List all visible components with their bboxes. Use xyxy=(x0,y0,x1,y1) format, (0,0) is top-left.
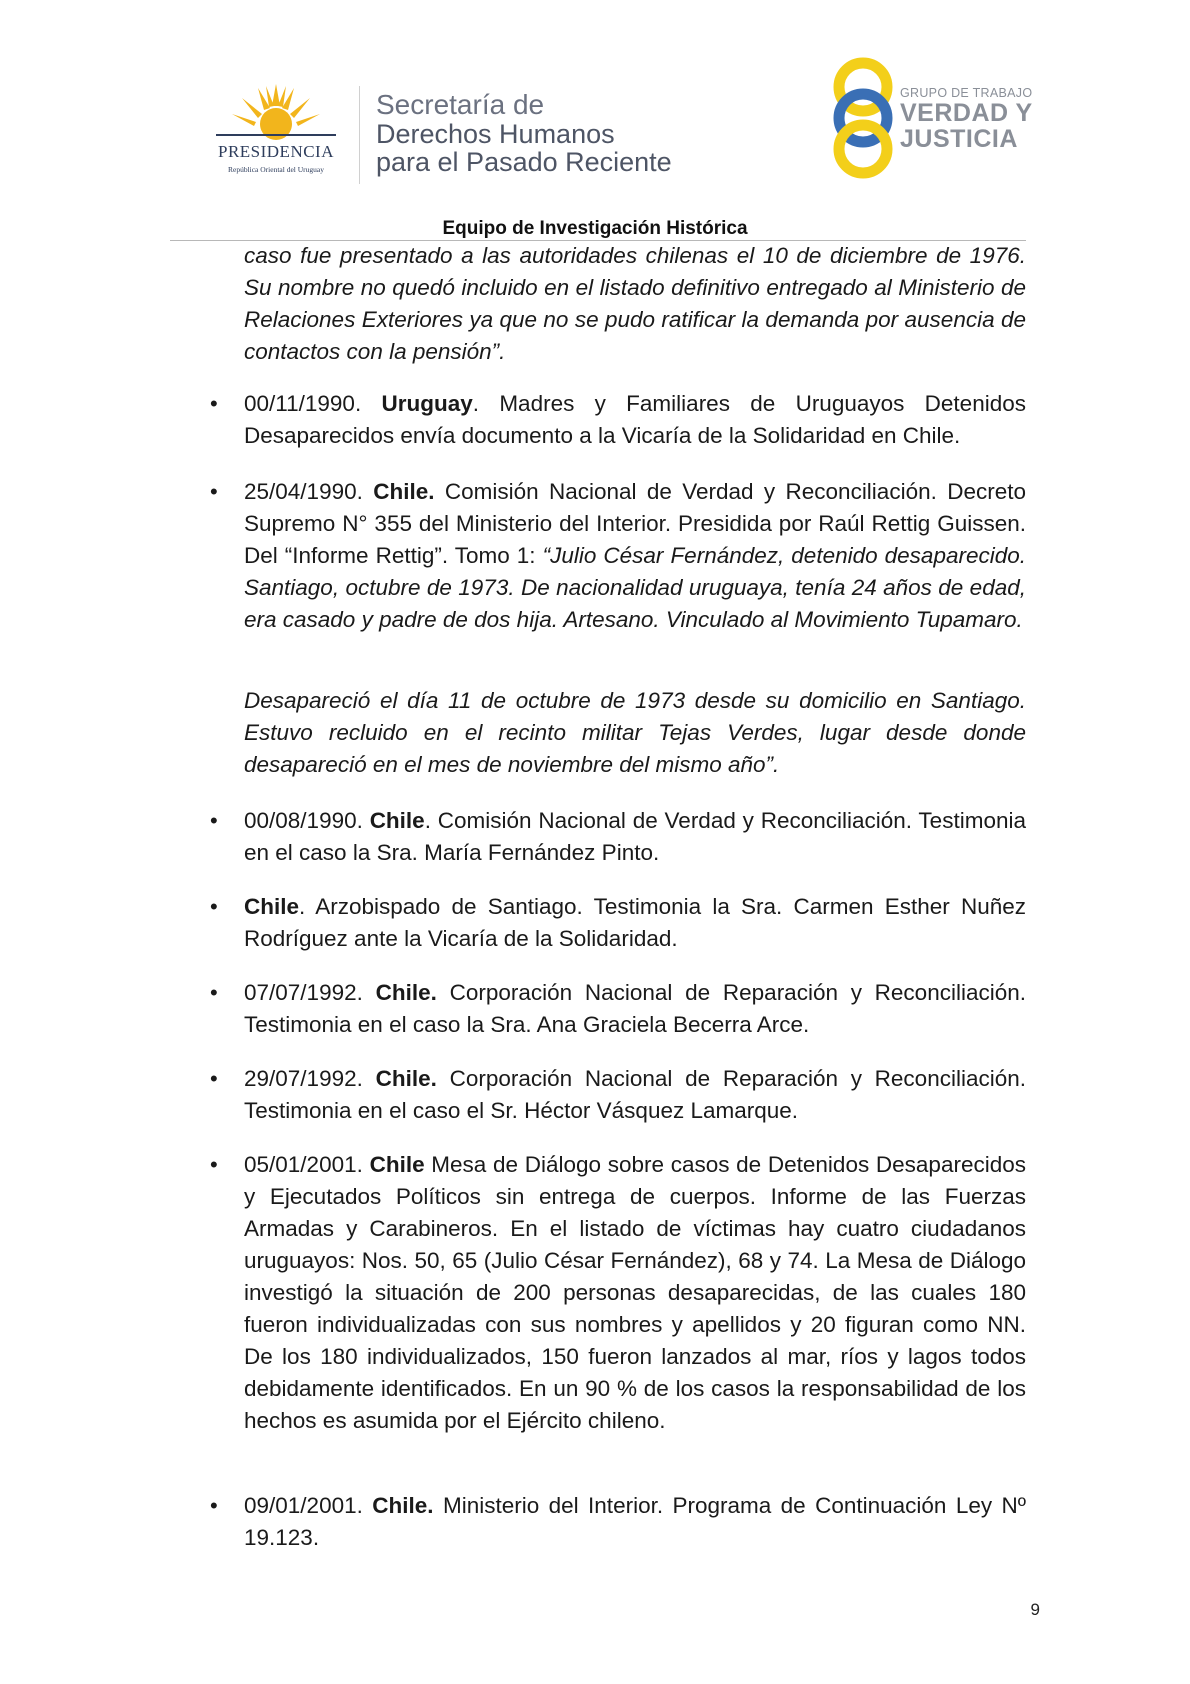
secretaria-line-3: para el Pasado Reciente xyxy=(376,147,672,177)
secretaria-line-1: Secretaría de xyxy=(376,89,545,120)
entry-text: Mesa de Diálogo sobre casos de Detenidos Desaparecidos y Ejecutados Políticos sin entrega de cuerpos. Informe de las Fuerzas Armadas y Carabineros. En el listado de víctimas hay cuatro ciudadanos uruguayos: Nos. 50, 65 (Julio César Fernández), 68 y 74. La Mesa de Diálogo investigó la situación de 200 personas desaparecidas, de las cuales 180 fueron individualizadas con sus nombres y apellidos y 20 figuran como NN. De los 180 individualizados, 150 fueron lanzados al mar, ríos y lagos todos debidamente identificados. En un 90 % de los casos la responsabilidad de los hechos es asumida por el Ejército chileno. xyxy=(244,1152,1026,1433)
presidencia-logo xyxy=(196,80,356,180)
grupo-line-3: JUSTICIA xyxy=(900,125,1018,153)
bullet-icon: • xyxy=(210,1152,218,1177)
entry-text: . Madres y Familiares de Uruguayos Detenidos Desaparecidos envía documento a la Vicaría de la Solidaridad en Chile. xyxy=(244,391,1026,448)
entry-country: Chile. xyxy=(373,479,435,504)
entry-date: 07/07/1992. xyxy=(244,980,363,1005)
entry-date: 29/07/1992. xyxy=(244,1066,363,1091)
entry-country: Chile. xyxy=(375,980,437,1005)
entry-text: . Comisión Nacional de Verdad y Reconciliación. Testimonia en el caso la Sra. María Fernández Pinto. xyxy=(244,808,1026,865)
grupo-line-2: VERDAD Y xyxy=(900,99,1033,127)
entry-date: 00/11/1990. xyxy=(244,391,362,416)
entry-quote-continued: Desapareció el día 11 de octubre de 1973 desde su domicilio en Santiago. Estuvo recluido en el recinto militar Tejas Verdes, lugar desde donde desapareció en el mes de noviembre del mismo año”. xyxy=(244,688,1026,777)
entry-text: . Arzobispado de Santiago. Testimonia la Sra. Carmen Esther Nuñez Rodríguez ante la Vicaría de la Solidaridad. xyxy=(244,894,1026,951)
entry-country: Chile xyxy=(244,894,300,919)
page-number: 9 xyxy=(1030,1600,1040,1619)
list-item xyxy=(244,476,1026,636)
bullet-icon: • xyxy=(210,391,218,416)
list-item xyxy=(244,977,1026,1041)
grupo-line-1: GRUPO DE TRABAJO xyxy=(900,86,1033,100)
intro-quote: caso fue presentado a las autoridades chilenas el 10 de diciembre de 1976. Su nombre no quedó incluido en el listado definitivo entregado al Ministerio de Relaciones Exteriores ya que no se pudo ratificar la demanda por ausencia de contactos con la pensión”. xyxy=(244,243,1026,364)
header-divider xyxy=(359,86,360,184)
entry-country: Chile xyxy=(369,808,425,833)
entry-date: 25/04/1990. xyxy=(244,479,363,504)
entry-text: Comisión Nacional de Verdad y Reconciliación. Decreto Supremo N° 355 del Ministerio del Interior. Presidida por Raúl Rettig Guissen. Del “Informe Rettig”. Tomo 1: xyxy=(244,479,1026,568)
linked-rings-icon xyxy=(818,56,908,180)
bullet-icon: • xyxy=(210,1493,218,1518)
bullet-icon: • xyxy=(210,808,218,833)
secretaria-logo-text xyxy=(376,90,756,176)
entry-quote: “Julio César Fernández, detenido desaparecido. Santiago, octubre de 1973. De nacionalidad uruguaya, tenía 24 años de edad, era casado y padre de dos hija. Artesano. Vinculado al Movimiento Tupamaro. xyxy=(244,543,1027,632)
presidencia-title: PRESIDENCIA xyxy=(217,142,334,161)
bullet-icon: • xyxy=(210,980,218,1005)
list-item xyxy=(244,1490,1026,1554)
bullet-icon: • xyxy=(210,894,218,919)
entry-text: Corporación Nacional de Reparación y Reconciliación. Testimonia en el caso el Sr. Héctor Vásquez Lamarque. xyxy=(244,1066,1026,1123)
team-title: Equipo de Investigación Histórica xyxy=(442,218,748,239)
entry-date: 05/01/2001. xyxy=(244,1152,363,1177)
bullet-icon: • xyxy=(210,479,218,504)
entry-date: 09/01/2001. xyxy=(244,1493,363,1518)
grupo-trabajo-text xyxy=(900,86,1050,152)
grupo-trabajo-logo xyxy=(818,56,908,180)
secretaria-line-2: Derechos Humanos xyxy=(376,119,615,149)
entry-date: 00/08/1990. xyxy=(244,808,363,833)
sun-emblem-icon xyxy=(196,80,356,142)
list-item xyxy=(244,1149,1026,1437)
presidencia-subtitle: República Oriental del Uruguay xyxy=(227,165,324,174)
list-item xyxy=(244,1063,1026,1127)
entry-country: Uruguay xyxy=(381,391,473,416)
list-item xyxy=(244,805,1026,869)
entry-country: Chile. xyxy=(375,1066,437,1091)
entry-country: Chile. xyxy=(372,1493,434,1518)
entry-text: Corporación Nacional de Reparación y Reconciliación. Testimonia en el caso la Sra. Ana Graciela Becerra Arce. xyxy=(244,980,1026,1037)
bullet-icon: • xyxy=(210,1066,218,1091)
entry-text: Ministerio del Interior. Programa de Continuación Ley Nº 19.123. xyxy=(244,1493,1026,1550)
list-item xyxy=(244,388,1026,452)
entry-country: Chile xyxy=(369,1152,425,1177)
list-item xyxy=(244,891,1026,955)
